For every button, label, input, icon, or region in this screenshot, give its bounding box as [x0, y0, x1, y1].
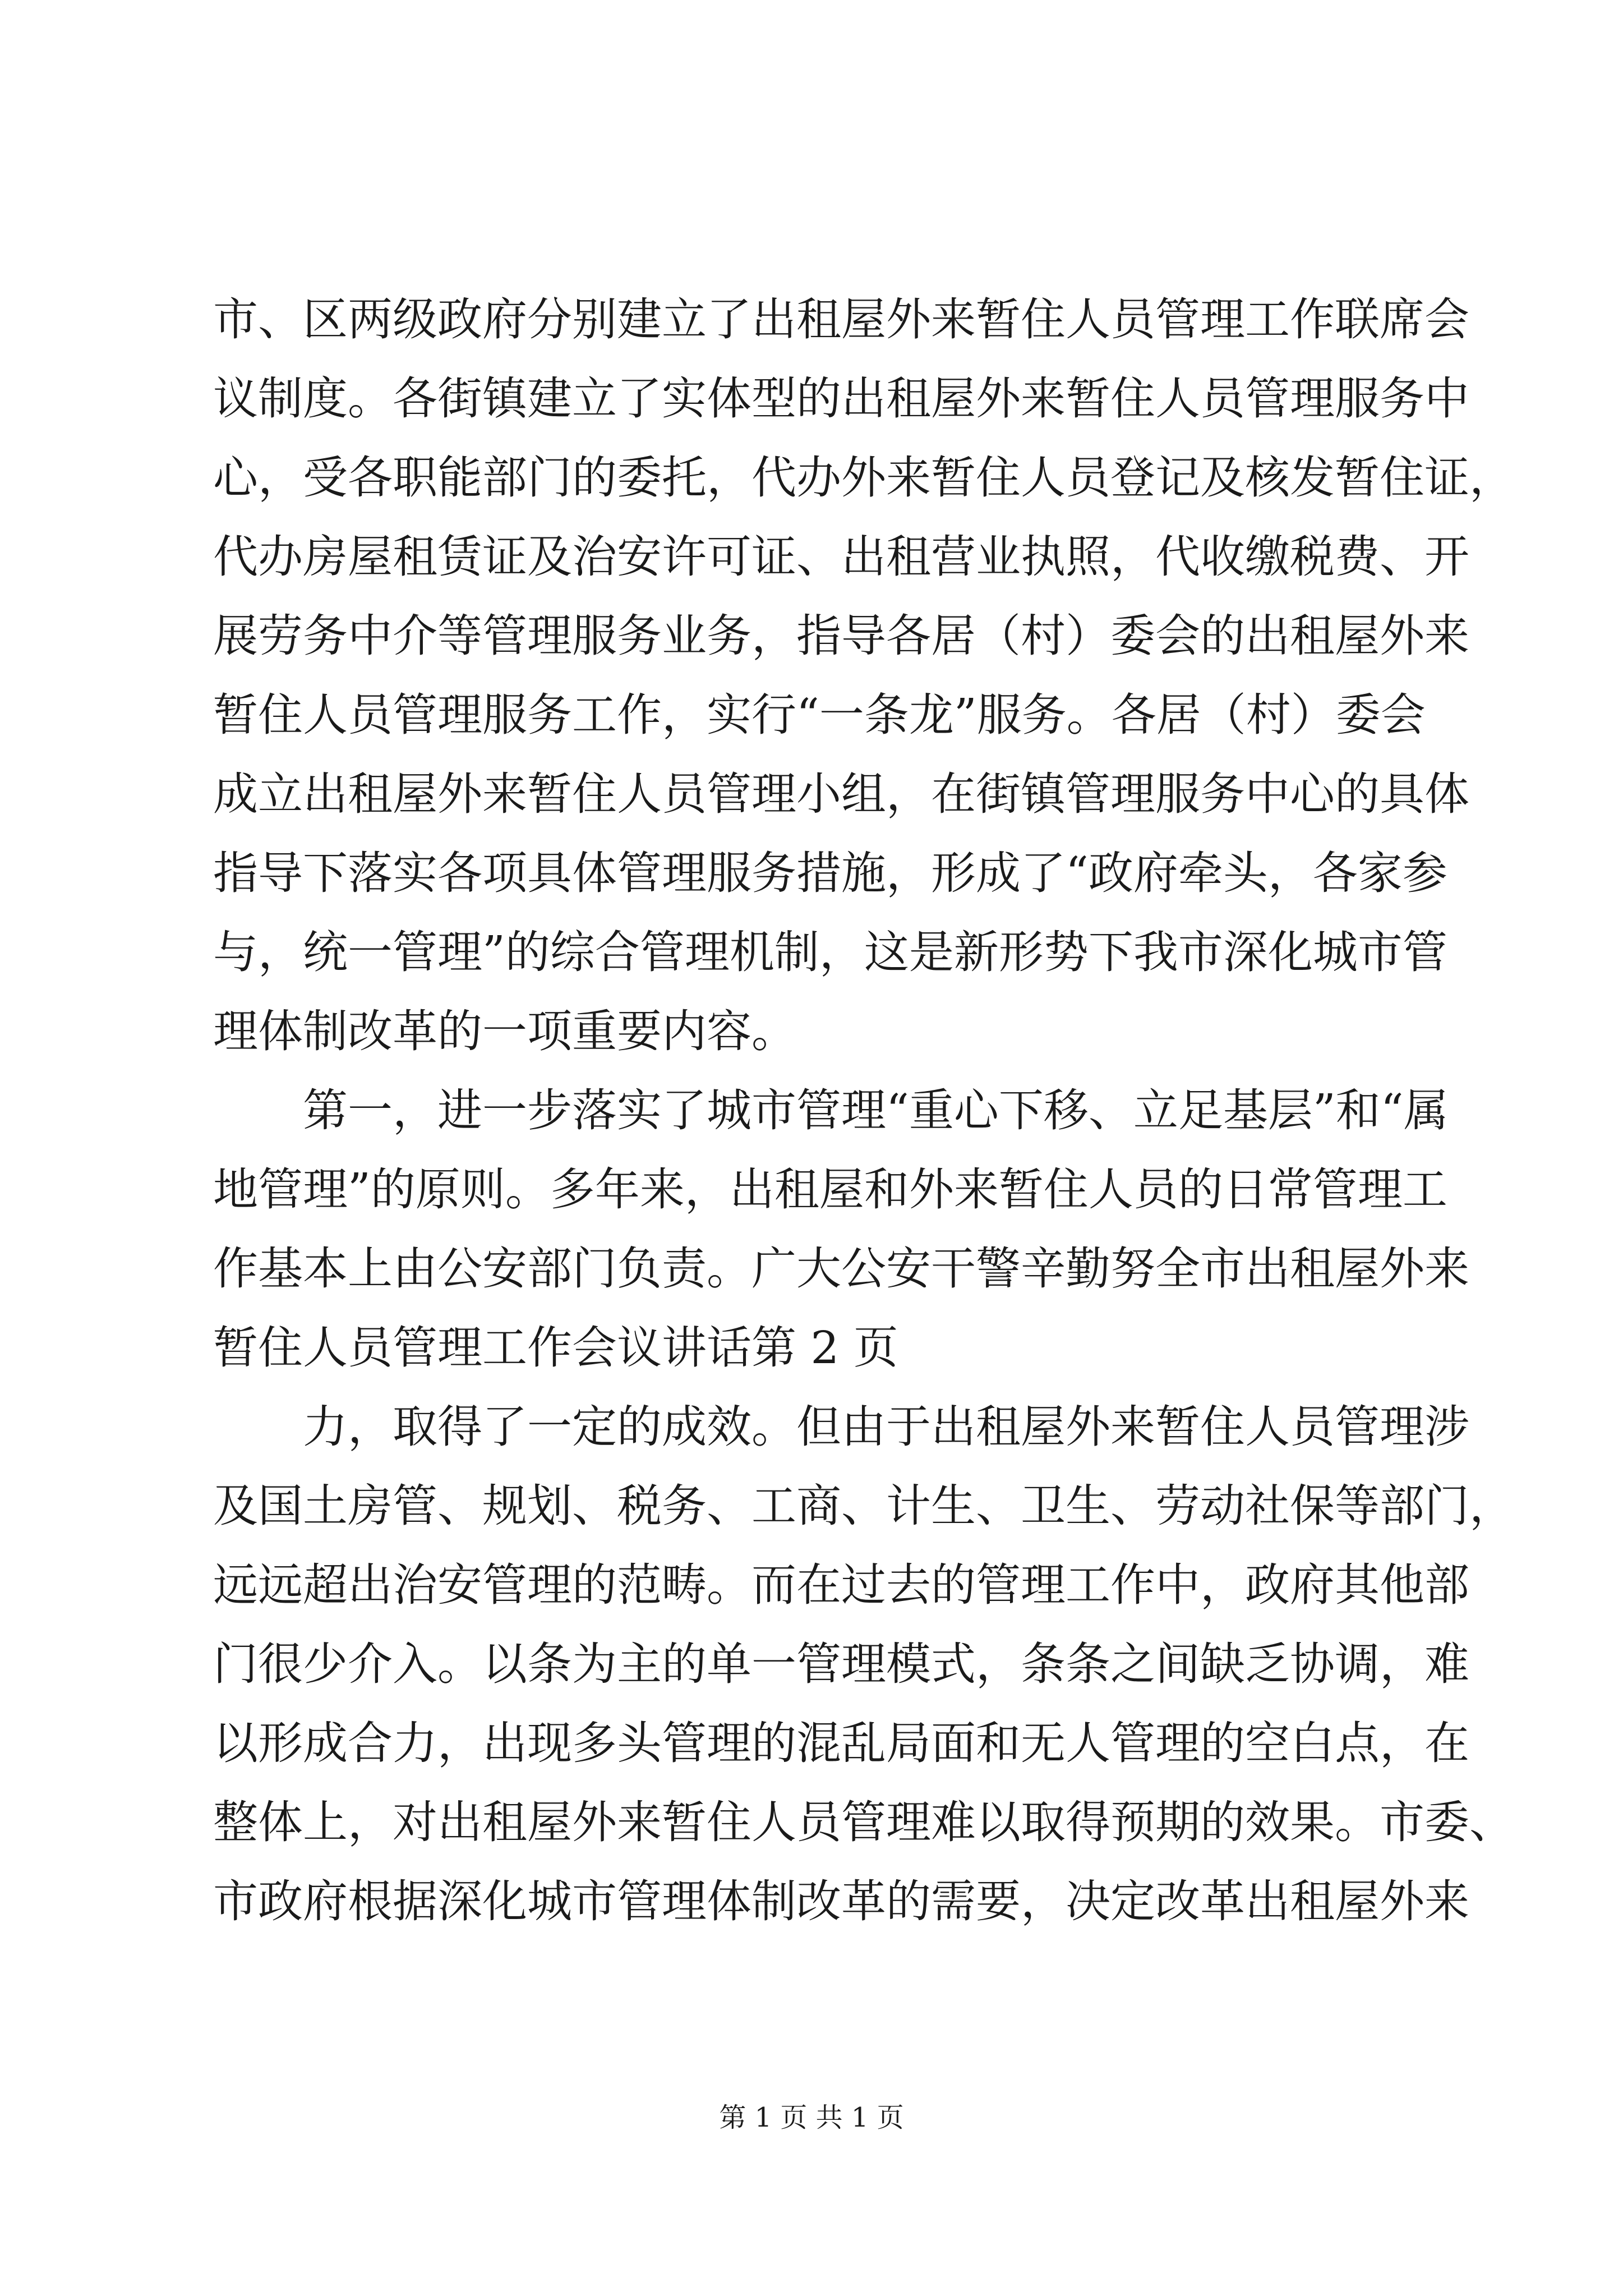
text-line: 门很少介入。以条为主的单一管理模式，条条之间缺乏协调，难 [213, 1638, 1469, 1690]
text-line: 与，统一管理”的综合管理机制，这是新形势下我市深化城市管 [213, 926, 1447, 978]
text-line: 作基本上由公安部门负责。广大公安干警辛勤努全市出租屋外来 [213, 1243, 1469, 1295]
text-line: 整体上，对出租屋外来暂住人员管理难以取得预期的效果。市委、 [213, 1796, 1514, 1848]
text-line: 议制度。各街镇建立了实体型的出租屋外来暂住人员管理服务中 [213, 372, 1469, 425]
text-line: 远远超出治安管理的范畴。而在过去的管理工作中，政府其他部 [213, 1559, 1469, 1611]
text-line: 及国土房管、规划、税务、工商、计生、卫生、劳动社保等部门， [213, 1480, 1514, 1532]
text-line: 市、区两级政府分别建立了出租屋外来暂住人员管理工作联席会 [213, 293, 1469, 346]
text-line: 暂住人员管理服务工作，实行“一条龙”服务。各居（村）委会 [213, 689, 1426, 741]
page-footer: 第 1 页 共 1 页 [719, 2102, 904, 2133]
text-line: 心，受各职能部门的委托，代办外来暂住人员登记及核发暂住证， [213, 452, 1514, 504]
text-line: 理体制改革的一项重要内容。 [213, 1005, 796, 1057]
text-line: 地管理”的原则。多年来，出租屋和外来暂住人员的日常管理工 [213, 1163, 1447, 1216]
text-line: 指导下落实各项具体管理服务措施，形成了“政府牵头，各家参 [213, 847, 1447, 899]
text-line: 第一，进一步落实了城市管理“重心下移、立足基层”和“属 [303, 1084, 1449, 1137]
text-line: 展劳务中介等管理服务业务，指导各居（村）委会的出租屋外来 [213, 610, 1469, 662]
text-line: 代办房屋租赁证及治安许可证、出租营业执照，代收缴税费、开 [213, 531, 1469, 583]
text-line: 成立出租屋外来暂住人员管理小组，在街镇管理服务中心的具体 [213, 768, 1469, 820]
text-line: 市政府根据深化城市管理体制改革的需要，决定改革出租屋外来 [213, 1875, 1469, 1927]
text-line: 力，取得了一定的成效。但由于出租屋外来暂住人员管理涉 [303, 1401, 1469, 1453]
text-line: 暂住人员管理工作会议讲话第 2 页 [213, 1322, 898, 1374]
text-line: 以形成合力，出现多头管理的混乱局面和无人管理的空白点，在 [213, 1717, 1469, 1769]
